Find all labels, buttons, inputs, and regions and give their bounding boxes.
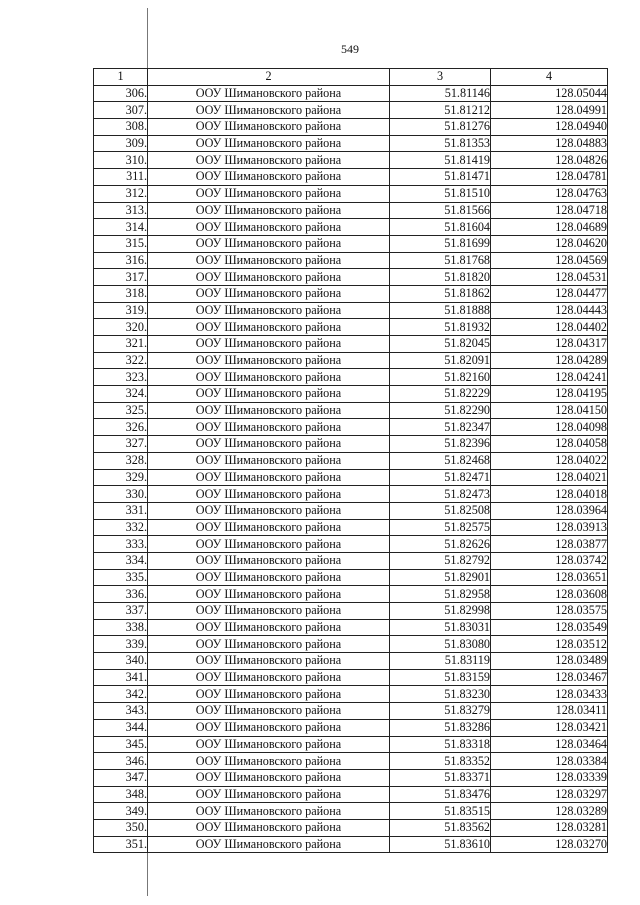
- row-name: ООУ Шимановского района: [148, 119, 390, 136]
- row-name: ООУ Шимановского района: [148, 285, 390, 302]
- row-longitude: 128.04402: [491, 319, 608, 336]
- row-name: ООУ Шимановского района: [148, 102, 390, 119]
- table-row: [94, 369, 608, 386]
- row-latitude: 51.82575: [390, 519, 491, 536]
- table-row: [94, 219, 608, 236]
- table-row: [94, 269, 608, 286]
- row-number: 308.: [94, 119, 148, 136]
- row-longitude: 128.03421: [491, 719, 608, 736]
- table-row: [94, 352, 608, 369]
- row-longitude: 128.04477: [491, 285, 608, 302]
- row-name: ООУ Шимановского района: [148, 636, 390, 653]
- row-latitude: 51.83515: [390, 803, 491, 820]
- row-number: 340.: [94, 653, 148, 670]
- table-row: [94, 719, 608, 736]
- row-latitude: 51.82471: [390, 469, 491, 486]
- row-name: ООУ Шимановского района: [148, 252, 390, 269]
- table-row: [94, 769, 608, 786]
- row-longitude: 128.03913: [491, 519, 608, 536]
- coordinates-table: [93, 68, 608, 853]
- row-longitude: 128.03877: [491, 536, 608, 553]
- table-row: [94, 185, 608, 202]
- row-number: 328.: [94, 452, 148, 469]
- page-number: 549: [341, 42, 359, 56]
- table-row: [94, 653, 608, 670]
- row-longitude: 128.04443: [491, 302, 608, 319]
- table-row: [94, 419, 608, 436]
- row-latitude: 51.81471: [390, 169, 491, 186]
- row-number: 342.: [94, 686, 148, 703]
- row-latitude: 51.81604: [390, 219, 491, 236]
- table-row: [94, 302, 608, 319]
- row-longitude: 128.04689: [491, 219, 608, 236]
- row-name: ООУ Шимановского района: [148, 619, 390, 636]
- row-latitude: 51.83119: [390, 653, 491, 670]
- table-row: [94, 486, 608, 503]
- row-number: 306.: [94, 85, 148, 102]
- row-number: 325.: [94, 402, 148, 419]
- row-name: ООУ Шимановского района: [148, 769, 390, 786]
- row-longitude: 128.03433: [491, 686, 608, 703]
- table-row: [94, 753, 608, 770]
- row-longitude: 128.04718: [491, 202, 608, 219]
- row-number: 332.: [94, 519, 148, 536]
- row-longitude: 128.03270: [491, 836, 608, 853]
- row-number: 307.: [94, 102, 148, 119]
- row-name: ООУ Шимановского района: [148, 469, 390, 486]
- row-longitude: 128.03297: [491, 786, 608, 803]
- table-row: [94, 169, 608, 186]
- row-latitude: 51.82901: [390, 569, 491, 586]
- row-latitude: 51.83352: [390, 753, 491, 770]
- row-name: ООУ Шимановского района: [148, 369, 390, 386]
- row-latitude: 51.83318: [390, 736, 491, 753]
- row-number: 330.: [94, 486, 148, 503]
- row-latitude: 51.83562: [390, 819, 491, 836]
- table-header-row: [94, 69, 608, 86]
- row-latitude: 51.83279: [390, 703, 491, 720]
- row-number: 314.: [94, 219, 148, 236]
- row-name: ООУ Шимановского района: [148, 219, 390, 236]
- row-name: ООУ Шимановского района: [148, 269, 390, 286]
- row-latitude: 51.83476: [390, 786, 491, 803]
- row-number: 312.: [94, 185, 148, 202]
- row-number: 338.: [94, 619, 148, 636]
- row-name: ООУ Шимановского района: [148, 169, 390, 186]
- table-row: [94, 202, 608, 219]
- row-latitude: 51.81419: [390, 152, 491, 169]
- table-row: [94, 452, 608, 469]
- row-latitude: 51.82091: [390, 352, 491, 369]
- row-longitude: 128.04317: [491, 336, 608, 353]
- row-latitude: 51.83080: [390, 636, 491, 653]
- row-name: ООУ Шимановского района: [148, 452, 390, 469]
- row-longitude: 128.04022: [491, 452, 608, 469]
- table-row: [94, 536, 608, 553]
- row-latitude: 51.82347: [390, 419, 491, 436]
- row-name: ООУ Шимановского района: [148, 736, 390, 753]
- row-number: 331.: [94, 502, 148, 519]
- table-row: [94, 119, 608, 136]
- row-longitude: 128.04531: [491, 269, 608, 286]
- row-latitude: 51.81862: [390, 285, 491, 302]
- table-row: [94, 619, 608, 636]
- row-number: 333.: [94, 536, 148, 553]
- row-longitude: 128.03575: [491, 603, 608, 620]
- table-row: [94, 636, 608, 653]
- row-longitude: 128.05044: [491, 85, 608, 102]
- row-name: ООУ Шимановского района: [148, 519, 390, 536]
- table-row: [94, 285, 608, 302]
- row-longitude: 128.03339: [491, 769, 608, 786]
- row-name: ООУ Шимановского района: [148, 336, 390, 353]
- row-latitude: 51.83031: [390, 619, 491, 636]
- row-name: ООУ Шимановского района: [148, 552, 390, 569]
- row-number: 326.: [94, 419, 148, 436]
- row-longitude: 128.04241: [491, 369, 608, 386]
- table-row: [94, 102, 608, 119]
- table-row: [94, 703, 608, 720]
- row-number: 320.: [94, 319, 148, 336]
- table-body: [94, 85, 608, 853]
- row-latitude: 51.81699: [390, 235, 491, 252]
- row-latitude: 51.82473: [390, 486, 491, 503]
- row-number: 346.: [94, 753, 148, 770]
- row-name: ООУ Шимановского района: [148, 352, 390, 369]
- row-number: 318.: [94, 285, 148, 302]
- row-longitude: 128.03411: [491, 703, 608, 720]
- row-longitude: 128.03281: [491, 819, 608, 836]
- row-number: 344.: [94, 719, 148, 736]
- row-number: 349.: [94, 803, 148, 820]
- row-longitude: 128.03964: [491, 502, 608, 519]
- row-number: 341.: [94, 669, 148, 686]
- row-latitude: 51.83610: [390, 836, 491, 853]
- row-name: ООУ Шимановского района: [148, 786, 390, 803]
- row-name: ООУ Шимановского района: [148, 402, 390, 419]
- column-header-number: 1: [94, 69, 148, 86]
- row-latitude: 51.81276: [390, 119, 491, 136]
- row-longitude: 128.04018: [491, 486, 608, 503]
- row-name: ООУ Шимановского района: [148, 319, 390, 336]
- row-longitude: 128.04620: [491, 235, 608, 252]
- row-number: 350.: [94, 819, 148, 836]
- table-row: [94, 669, 608, 686]
- row-longitude: 128.04195: [491, 386, 608, 403]
- row-name: ООУ Шимановского района: [148, 502, 390, 519]
- row-longitude: 128.03289: [491, 803, 608, 820]
- table-row: [94, 319, 608, 336]
- row-longitude: 128.03384: [491, 753, 608, 770]
- row-name: ООУ Шимановского района: [148, 436, 390, 453]
- table-row: [94, 519, 608, 536]
- column-header-name: 2: [148, 69, 390, 86]
- row-number: 322.: [94, 352, 148, 369]
- row-longitude: 128.04289: [491, 352, 608, 369]
- row-name: ООУ Шимановского района: [148, 202, 390, 219]
- table-row: [94, 819, 608, 836]
- row-number: 319.: [94, 302, 148, 319]
- row-number: 327.: [94, 436, 148, 453]
- row-longitude: 128.04781: [491, 169, 608, 186]
- row-latitude: 51.81353: [390, 135, 491, 152]
- row-latitude: 51.81888: [390, 302, 491, 319]
- table-row: [94, 252, 608, 269]
- row-number: 316.: [94, 252, 148, 269]
- row-longitude: 128.04763: [491, 185, 608, 202]
- table-row: [94, 336, 608, 353]
- row-number: 315.: [94, 235, 148, 252]
- row-name: ООУ Шимановского района: [148, 185, 390, 202]
- row-latitude: 51.81932: [390, 319, 491, 336]
- row-longitude: 128.04098: [491, 419, 608, 436]
- row-latitude: 51.82045: [390, 336, 491, 353]
- row-number: 335.: [94, 569, 148, 586]
- row-longitude: 128.03467: [491, 669, 608, 686]
- table-row: [94, 552, 608, 569]
- row-longitude: 128.03549: [491, 619, 608, 636]
- row-number: 345.: [94, 736, 148, 753]
- row-name: ООУ Шимановского района: [148, 686, 390, 703]
- table-row: [94, 469, 608, 486]
- row-name: ООУ Шимановского района: [148, 603, 390, 620]
- row-longitude: 128.04021: [491, 469, 608, 486]
- row-name: ООУ Шимановского района: [148, 302, 390, 319]
- row-latitude: 51.83371: [390, 769, 491, 786]
- row-number: 337.: [94, 603, 148, 620]
- row-name: ООУ Шимановского района: [148, 536, 390, 553]
- row-name: ООУ Шимановского района: [148, 653, 390, 670]
- table-row: [94, 436, 608, 453]
- row-name: ООУ Шимановского района: [148, 669, 390, 686]
- table-row: [94, 836, 608, 853]
- row-number: 334.: [94, 552, 148, 569]
- row-latitude: 51.82160: [390, 369, 491, 386]
- table-row: [94, 152, 608, 169]
- row-number: 343.: [94, 703, 148, 720]
- row-name: ООУ Шимановского района: [148, 703, 390, 720]
- row-name: ООУ Шимановского района: [148, 586, 390, 603]
- row-longitude: 128.03512: [491, 636, 608, 653]
- row-number: 347.: [94, 769, 148, 786]
- row-longitude: 128.04991: [491, 102, 608, 119]
- table-row: [94, 235, 608, 252]
- row-number: 313.: [94, 202, 148, 219]
- table-row: [94, 686, 608, 703]
- row-latitude: 51.82229: [390, 386, 491, 403]
- row-latitude: 51.81820: [390, 269, 491, 286]
- row-name: ООУ Шимановского района: [148, 419, 390, 436]
- row-longitude: 128.03742: [491, 552, 608, 569]
- row-name: ООУ Шимановского района: [148, 85, 390, 102]
- row-longitude: 128.04826: [491, 152, 608, 169]
- row-latitude: 51.83159: [390, 669, 491, 686]
- row-name: ООУ Шимановского района: [148, 486, 390, 503]
- column-header-longitude: 4: [491, 69, 608, 86]
- table-row: [94, 803, 608, 820]
- row-number: 310.: [94, 152, 148, 169]
- table-row: [94, 569, 608, 586]
- row-latitude: 51.83286: [390, 719, 491, 736]
- row-number: 311.: [94, 169, 148, 186]
- table-row: [94, 786, 608, 803]
- row-latitude: 51.82958: [390, 586, 491, 603]
- row-number: 329.: [94, 469, 148, 486]
- row-name: ООУ Шимановского района: [148, 135, 390, 152]
- row-latitude: 51.81146: [390, 85, 491, 102]
- row-name: ООУ Шимановского района: [148, 152, 390, 169]
- row-number: 324.: [94, 386, 148, 403]
- table-row: [94, 586, 608, 603]
- row-latitude: 51.81212: [390, 102, 491, 119]
- row-number: 351.: [94, 836, 148, 853]
- row-name: ООУ Шимановского района: [148, 819, 390, 836]
- row-longitude: 128.03608: [491, 586, 608, 603]
- row-name: ООУ Шимановского района: [148, 719, 390, 736]
- row-latitude: 51.82998: [390, 603, 491, 620]
- row-latitude: 51.82626: [390, 536, 491, 553]
- table-row: [94, 603, 608, 620]
- table-row: [94, 386, 608, 403]
- row-latitude: 51.82792: [390, 552, 491, 569]
- row-longitude: 128.04150: [491, 402, 608, 419]
- row-number: 317.: [94, 269, 148, 286]
- row-name: ООУ Шимановского района: [148, 803, 390, 820]
- row-longitude: 128.03464: [491, 736, 608, 753]
- table-row: [94, 736, 608, 753]
- row-number: 339.: [94, 636, 148, 653]
- row-number: 321.: [94, 336, 148, 353]
- row-longitude: 128.04058: [491, 436, 608, 453]
- table-row: [94, 135, 608, 152]
- row-longitude: 128.04940: [491, 119, 608, 136]
- row-longitude: 128.03651: [491, 569, 608, 586]
- row-longitude: 128.04569: [491, 252, 608, 269]
- row-latitude: 51.81768: [390, 252, 491, 269]
- row-latitude: 51.81510: [390, 185, 491, 202]
- table-row: [94, 502, 608, 519]
- row-latitude: 51.82508: [390, 502, 491, 519]
- row-latitude: 51.81566: [390, 202, 491, 219]
- table-row: [94, 85, 608, 102]
- row-latitude: 51.82290: [390, 402, 491, 419]
- row-name: ООУ Шимановского района: [148, 386, 390, 403]
- row-number: 323.: [94, 369, 148, 386]
- row-latitude: 51.83230: [390, 686, 491, 703]
- row-name: ООУ Шимановского района: [148, 235, 390, 252]
- row-latitude: 51.82468: [390, 452, 491, 469]
- row-number: 336.: [94, 586, 148, 603]
- row-name: ООУ Шимановского района: [148, 569, 390, 586]
- row-longitude: 128.04883: [491, 135, 608, 152]
- row-number: 309.: [94, 135, 148, 152]
- row-longitude: 128.03489: [491, 653, 608, 670]
- row-number: 348.: [94, 786, 148, 803]
- row-name: ООУ Шимановского района: [148, 836, 390, 853]
- column-header-latitude: 3: [390, 69, 491, 86]
- table-row: [94, 402, 608, 419]
- row-name: ООУ Шимановского района: [148, 753, 390, 770]
- row-latitude: 51.82396: [390, 436, 491, 453]
